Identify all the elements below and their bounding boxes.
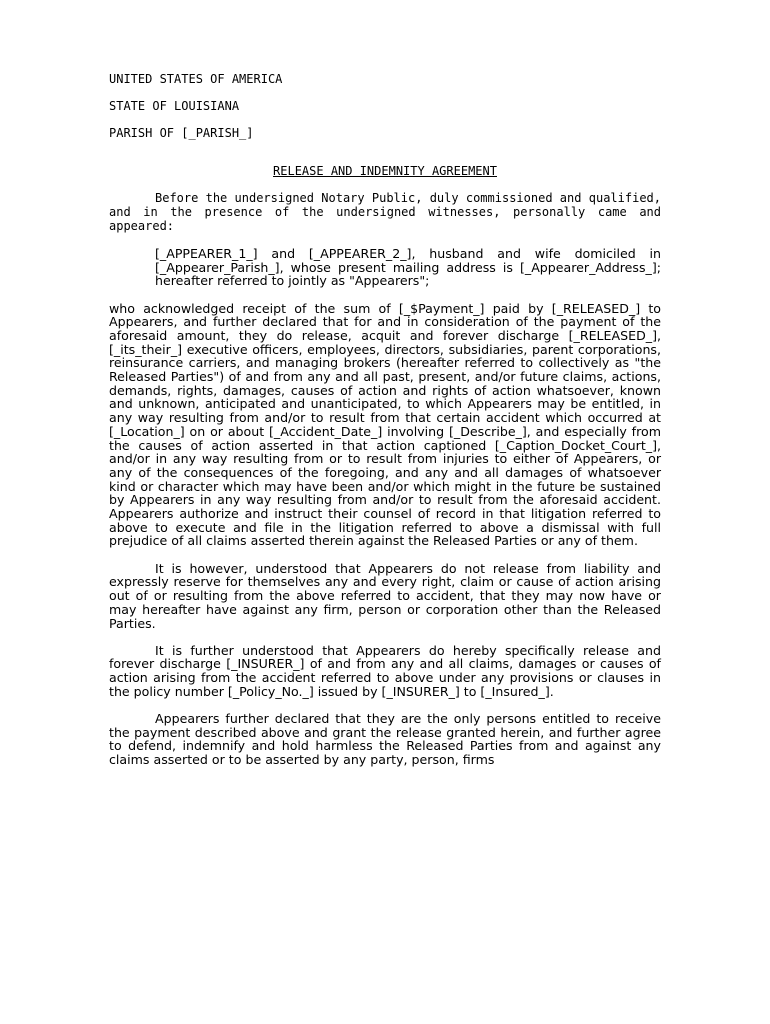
document-title: RELEASE AND INDEMNITY AGREEMENT xyxy=(273,164,497,179)
indemnity-paragraph: Appearers further declared that they are the only persons entitled to receive the payment described above and grant the release granted herein, and further agree to defend, indemnify and hold harmless the Released Parties from and against any claims asserted or to be asserted by any party, person, firms xyxy=(109,711,661,768)
reservation-paragraph: It is however, understood that Appearers do not release from liability and expressly reserve for themselves any and every right, claim or cause of action arising out of or resulting from the above referred to accident, that they may now have or may hereafter have against any firm, person or corporation other than the Released Parties. xyxy=(109,560,661,631)
insurer-paragraph: It is further understood that Appearers do hereby specifically release and forever discharge [_INSURER_] of and from any and all claims, damages or causes of action arising from the accident referred to above under any provisions or clauses in the policy number [_Policy_No._] issued by [_INSURER_] to [_Insured_]. xyxy=(109,642,661,699)
appearers-paragraph: [_APPEARER_1_] and [_APPEARER_2_], husband and wife domiciled in [_Appearer_Parish_], whose present mailing address is [_Appearer_Address_]; hereafter referred to jointly as "Appearers"; xyxy=(155,245,661,289)
state-caption: STATE OF LOUISIANA xyxy=(109,99,240,114)
release-paragraph: who acknowledged receipt of the sum of [_$Payment_] paid by [_RELEASED_] to Appearers, and further declared that for and in consideration of the payment of the aforesaid amount, they do release, acquit and forever discharge [_RELEASED_], [_its_their_] executive officers, employees, directors, subsidiaries, parent corporations, reinsurance carriers, and managing brokers (hereafter referred to collectively as "the Released Parties") of and from any and all past, present, and/or future claims, actions, demands, rights, damages, causes of action and rights of action whatsoever, known and unknown, anticipated and unanticipated, to which Appearers may be entitled, in any way resulting from and/or to result from that certain accident which occurred at [_Location_] on or about [_Accident_Date_] involving [_Describe_], and especially from the causes of action asserted in that action captioned [_Caption_Docket_Court_], and/or in any way resulting from or to result from injuries to either of Appearers, or any of the consequences of the foregoing, and any and all damages of whatsoever kind or character which may have been and/or which might in the future be sustained by Appearers in any way resulting from and/or to result from the aforesaid accident. Appearers authorize and instruct their counsel of record in that litigation referred to above to execute and file in the litigation referred to above a dismissal with full prejudice of all claims asserted therein against the Released Parties or any of them. xyxy=(109,300,661,549)
parish-caption: PARISH OF [_PARISH_] xyxy=(109,126,254,141)
intro-paragraph: Before the undersigned Notary Public, duly commissioned and qualified, and in the presence of the undersigned witnesses, personally came and appeared: xyxy=(109,191,661,233)
country-caption: UNITED STATES OF AMERICA xyxy=(109,72,283,86)
document-page xyxy=(109,73,661,780)
